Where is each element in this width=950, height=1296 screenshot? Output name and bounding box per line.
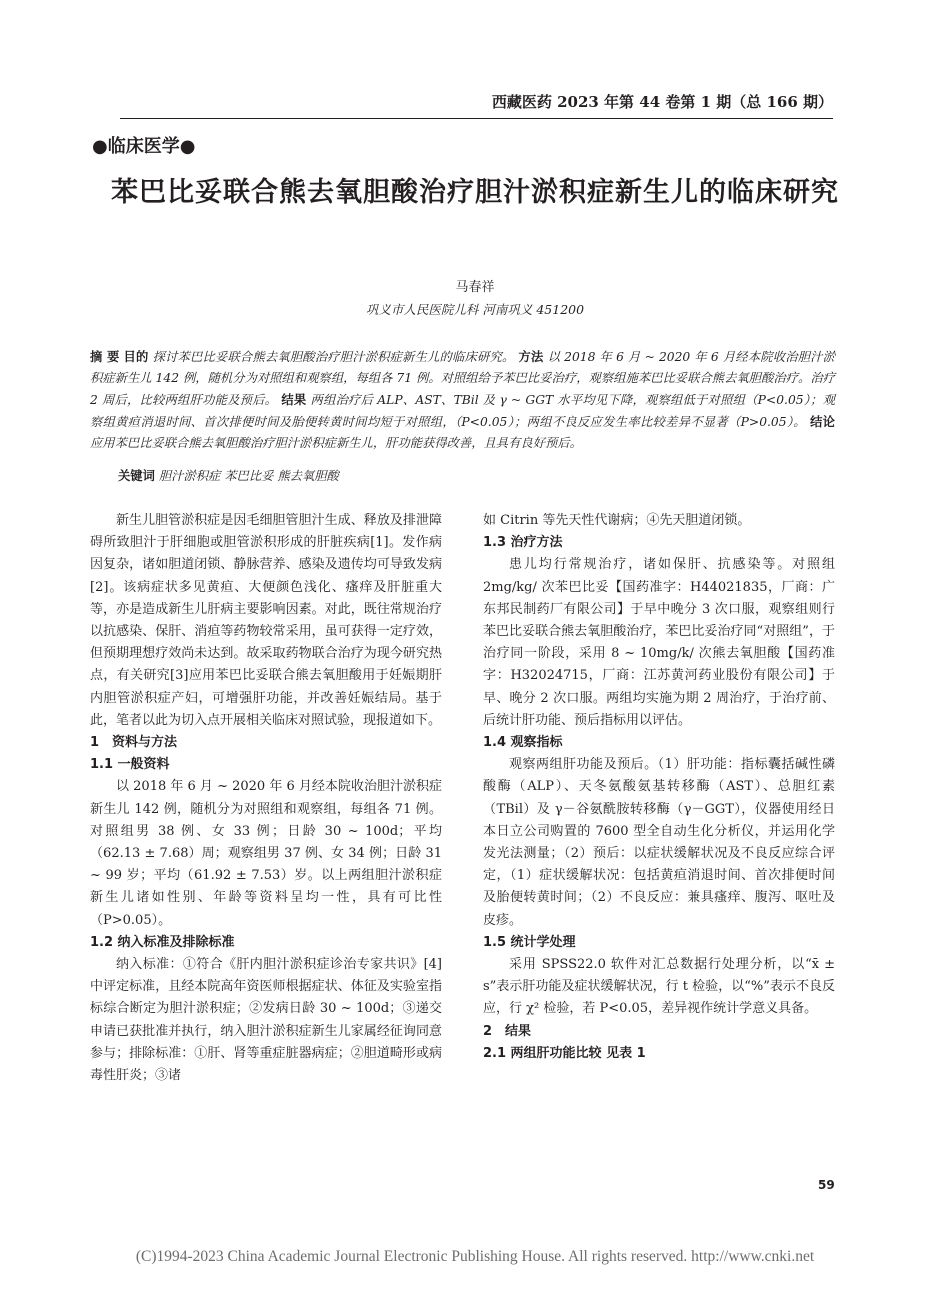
keywords-label: 关键词 — [118, 468, 155, 483]
section-1-4-paragraph: 观察两组肝功能及预后。（1）肝功能：指标囊括碱性磷酸酶（ALP）、天冬氨酸氨基转移酶（AST）、总胆红素（TBil）及 γ－谷氨酰胺转移酶（γ－GGT），仪器使用经日本日立公司购置的 7600 型全自动生化分析仪，并运用化学发光法测量；（2）预后：以症状缓解状况及不良反应综合评定，（1）症状缓解状况：包括黄疸消退时间、首次排便时间及胎便转黄时间；（2）不良反应：兼具瘙痒、腹泻、呕吐及皮疹。 — [483, 757, 835, 928]
conclusion-label: 结论 — [810, 414, 835, 429]
paper-title: 苯巴比妥联合熊去氧胆酸治疗胆汁淤积症新生儿的临床研究 — [111, 177, 839, 208]
results-label: 结果 — [281, 392, 307, 407]
section-2-heading: 2 结果 — [483, 1023, 532, 1039]
section-1-4-heading: 1.4 观察指标 — [483, 735, 563, 751]
author: 马春祥 — [455, 280, 495, 295]
keywords — [118, 466, 835, 484]
copyright-footer: (C)1994-2023 China Academic Journal Electronic Publishing House. All rights reserved. http://www.cnki.net — [135, 1248, 815, 1265]
methods-text: 以 2018 年 6 月 ~ 2020 年 6 月经本院收治胆汁淤积症新生儿 142 例，随机分为对照组和观察组，每组各 71 例。对照组给予苯巴比妥治疗，观察组施苯巴比妥联合熊去氧胆酸治疗。治疗 2 周后，比较两组肝功能及预后。 — [90, 350, 835, 407]
page-number: 59 — [818, 1178, 835, 1192]
section-1-1-paragraph: 以 2018 年 6 月 ~ 2020 年 6 月经本院收治胆汁淤积症新生儿 142 例，随机分为对照组和观察组，每组各 71 例。对照组男 38 例、女 33 例；日龄 30 ~ 100d；平均（62.13 ± 7.68）周；观察组男 37 例、女 34 例；日龄 31 ~ 99 岁；平均（61.92 ± 7.53）岁。以上两组胆汁淤积症新生儿诸如性别、年龄等资料呈均一性，具有可比性（P>0.05）。 — [90, 779, 442, 928]
abstract — [90, 346, 835, 454]
section-2-1-heading: 2.1 两组肝功能比较 见表 1 — [483, 1045, 646, 1061]
section-1-heading: 1 资料与方法 — [90, 735, 178, 751]
section-1-3-paragraph: 患儿均行常规治疗，诸如保肝、抗感染等。对照组 2mg/kg/ 次苯巴比妥【国药准字：H44021835，厂商：广东邦民制药厂有限公司】于早中晚分 3 次口服，观察组则行苯巴比妥联合熊去氧胆酸治疗，苯巴比妥治疗同“对照组”，于治疗同一阶段，采用 8 ~ 10mg/k/ 次熊去氧胆酸【国药准字：H32024715，厂商：江苏黄河药业股份有限公司】于早、晚分 2 次口服。两组均实施为期 2 周治疗，于治疗前、后统计肝功能、预后指标用以评估。 — [483, 557, 835, 728]
keywords-text: 胆汁淤积症 苯巴比妥 熊去氧胆酸 — [158, 469, 339, 483]
section-1-1-heading: 1.1 一般资料 — [90, 757, 170, 773]
section-1-2-heading: 1.2 纳入标准及排除标准 — [90, 934, 235, 950]
section-1-5-heading: 1.5 统计学处理 — [483, 934, 576, 950]
intro-paragraph: 新生儿胆管淤积症是因毛细胆管胆汁生成、释放及排泄障碍所致胆汁于肝细胞或胆管淤积形成的肝脏疾病[1]。发作病因复杂，诸如胆道闭锁、静脉营养、感染及遗传均可导致发病[2]。该病症状多见黄疸、大便颜色浅化、瘙痒及肝脏重大等，亦是造成新生儿肝病主要影响因素。对此，既往常规治疗以抗感染、保肝、消疸等药物较常采用，虽可获得一定疗效，但预期理想疗效尚未达到。故采取药物联合治疗为现今研究热点，有关研究[3]应用苯巴比妥联合熊去氧胆酸用于妊娠期肝内胆管淤积症产妇，可增强肝功能，并改善妊娠结局。基于此，笔者以此为切入点开展相关临床对照试验，现报道如下。 — [90, 513, 442, 728]
section-1-5-paragraph: 采用 SPSS22.0 软件对汇总数据行处理分析，以“x̄ ± s”表示肝功能及症状缓解状况，行 t 检验，以“%”表示不良反应，行 χ² 检验，若 P<0.05，差异视作统计学意义具备。 — [483, 957, 835, 1017]
methods-label: 方法 — [518, 349, 544, 364]
section-1-3-heading: 1.3 治疗方法 — [483, 535, 563, 551]
conclusion-text: 应用苯巴比妥联合熊去氧胆酸治疗胆汁淤积症新生儿，肝功能获得改善，且具有良好预后。 — [90, 436, 582, 450]
journal-issue: 西藏医药 2023 年第 44 卷第 1 期（总 166 期） — [491, 93, 833, 111]
journal-header — [120, 88, 833, 119]
results-text: 两组治疗后 ALP、AST、TBil 及 γ ~ GGT 水平均见下降，观察组低于对照组（P<0.05）；观察组黄疸消退时间、首次排便时间及胎便转黄时间均短于对照组，（P<0.05）；两组不良反应发生率比较差异不显著（P>0.05）。 — [90, 393, 835, 429]
objective-text: 探讨苯巴比妥联合熊去氧胆酸治疗胆汁淤积症新生儿的临床研究。 — [152, 350, 515, 364]
affiliation: 巩义市人民医院儿科 河南巩义 451200 — [365, 302, 585, 317]
section-tag: ●临床医学● — [92, 136, 196, 157]
continued-paragraph: 如 Citrin 等先天性代谢病；④先天胆道闭锁。 — [483, 513, 751, 528]
left-column — [90, 510, 442, 1087]
abstract-label: 摘 要 — [90, 349, 120, 364]
section-1-2-paragraph: 纳入标准：①符合《肝内胆汁淤积症诊治专家共识》[4] 中评定标准，且经本院高年资医师根据症状、体征及实验室指标综合断定为胆汁淤积症；②发病日龄 30 ~ 100d；③递交申请已获批准并执行，纳入胆汁淤积症新生儿家属经征询同意参与；排除标准：①肝、肾等重症脏器病症；②胆道畸形或病毒性肝炎；③诸 — [90, 957, 442, 1084]
right-column — [483, 510, 835, 1065]
objective-label: 目的 — [123, 349, 149, 364]
